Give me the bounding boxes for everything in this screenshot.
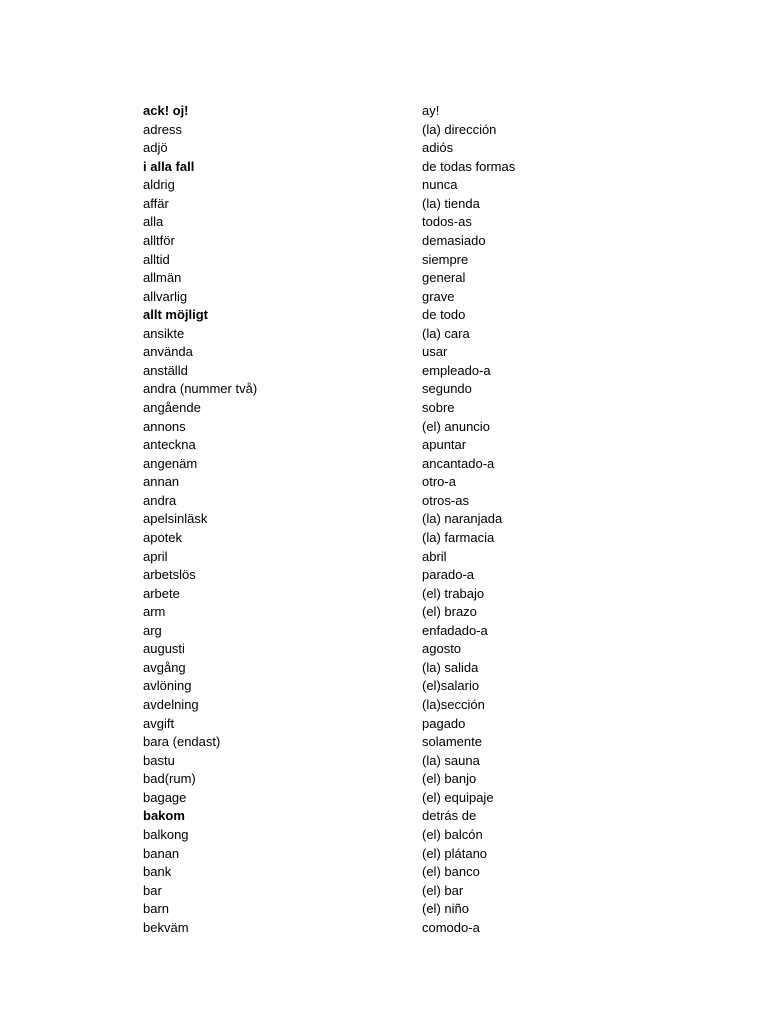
- spanish-translation: de todo: [422, 307, 466, 323]
- vocab-entry-row: [143, 473, 643, 492]
- swedish-term: bar: [143, 882, 162, 898]
- vocab-entry-row: [143, 455, 643, 474]
- spanish-translation: apuntar: [422, 437, 467, 453]
- spanish-translation: de todas formas: [422, 158, 516, 174]
- spanish-translation: ay!: [422, 103, 440, 118]
- swedish-term: anteckna: [143, 437, 196, 453]
- vocab-entry-row: [143, 380, 643, 399]
- spanish-translation: (el) equipaje: [422, 789, 494, 805]
- swedish-term: i alla fall: [143, 158, 195, 174]
- swedish-term: ansikte: [143, 325, 185, 341]
- swedish-term: arbetslös: [143, 567, 196, 583]
- swedish-term: alltför: [143, 232, 175, 248]
- vocab-entry-row: [143, 232, 643, 251]
- vocab-entry-row: [143, 510, 643, 529]
- vocab-entry-row: [143, 269, 643, 288]
- swedish-term: bakom: [143, 808, 185, 824]
- spanish-translation: (el) bar: [422, 882, 464, 898]
- vocab-entry-row: [143, 548, 643, 567]
- spanish-translation: nunca: [422, 177, 458, 193]
- vocab-entry-row: [143, 659, 643, 678]
- vocab-entry-row: [143, 529, 643, 548]
- spanish-translation: (la)sección: [422, 697, 485, 712]
- swedish-term: allt möjligt: [143, 307, 208, 323]
- swedish-term: barn: [143, 901, 170, 917]
- spanish-translation: demasiado: [422, 232, 486, 248]
- swedish-term: angenäm: [143, 455, 198, 471]
- spanish-translation: enfadado-a: [422, 622, 488, 638]
- swedish-term: bekväm: [143, 919, 189, 935]
- vocab-entry-row: [143, 733, 643, 752]
- spanish-translation: otros-as: [422, 492, 469, 508]
- spanish-translation: solamente: [422, 734, 482, 750]
- vocab-entry-row: [143, 195, 643, 214]
- spanish-translation: (el) brazo: [422, 604, 477, 620]
- swedish-term: avdelning: [143, 697, 199, 712]
- vocab-entry-row: [143, 213, 643, 232]
- swedish-term: bara (endast): [143, 734, 221, 750]
- spanish-translation: todos-as: [422, 214, 472, 230]
- spanish-translation: (el)salario: [422, 678, 480, 694]
- spanish-translation: comodo-a: [422, 919, 480, 935]
- vocabulary-list: [143, 102, 643, 937]
- spanish-translation: (la) dirección: [422, 121, 497, 137]
- vocab-entry-row: [143, 770, 643, 789]
- vocab-entry-row: [143, 715, 643, 734]
- spanish-translation: (la) naranjada: [422, 511, 503, 527]
- swedish-term: avlöning: [143, 678, 192, 694]
- swedish-term: apotek: [143, 529, 183, 545]
- vocab-entry-row: [143, 789, 643, 808]
- spanish-translation: abril: [422, 548, 447, 564]
- spanish-translation: (la) farmacia: [422, 529, 495, 545]
- swedish-term: ack! oj!: [143, 103, 189, 118]
- swedish-term: bagage: [143, 789, 187, 805]
- swedish-term: allmän: [143, 270, 182, 286]
- vocab-entry-row: [143, 325, 643, 344]
- vocab-entry-row: [143, 919, 643, 938]
- swedish-term: arg: [143, 622, 162, 638]
- spanish-translation: pagado: [422, 715, 466, 731]
- vocab-entry-row: [143, 176, 643, 195]
- swedish-term: aldrig: [143, 177, 175, 193]
- spanish-translation: (el) trabajo: [422, 585, 485, 601]
- vocab-entry-row: [143, 306, 643, 325]
- vocab-entry-row: [143, 288, 643, 307]
- swedish-term: angående: [143, 400, 201, 415]
- vocab-entry-row: [143, 139, 643, 158]
- vocab-entry-row: [143, 826, 643, 845]
- swedish-term: bad(rum): [143, 771, 196, 787]
- spanish-translation: (el) balcón: [422, 826, 483, 842]
- vocab-entry-row: [143, 566, 643, 585]
- spanish-translation: (la) tienda: [422, 195, 480, 211]
- swedish-term: andra (nummer två): [143, 381, 258, 397]
- vocab-entry-row: [143, 622, 643, 641]
- swedish-term: arm: [143, 604, 166, 620]
- vocab-entry-row: [143, 677, 643, 696]
- swedish-term: bank: [143, 864, 172, 880]
- spanish-translation: ancantado-a: [422, 455, 495, 471]
- spanish-translation: otro-a: [422, 474, 456, 490]
- swedish-term: arbete: [143, 585, 180, 601]
- swedish-term: allvarlig: [143, 288, 188, 304]
- spanish-translation: sobre: [422, 400, 455, 415]
- spanish-translation: (el) plátano: [422, 845, 488, 861]
- swedish-term: augusti: [143, 641, 185, 657]
- swedish-term: apelsinläsk: [143, 511, 208, 527]
- vocab-entry-row: [143, 158, 643, 177]
- swedish-term: avgång: [143, 659, 186, 675]
- vocab-entry-row: [143, 436, 643, 455]
- spanish-translation: (el) niño: [422, 901, 469, 917]
- swedish-term: affär: [143, 195, 169, 211]
- swedish-term: april: [143, 548, 168, 564]
- spanish-translation: adiós: [422, 140, 454, 156]
- spanish-translation: (la) sauna: [422, 752, 480, 768]
- vocab-entry-row: [143, 418, 643, 437]
- vocab-entry-row: [143, 640, 643, 659]
- spanish-translation: (la) cara: [422, 325, 470, 341]
- spanish-translation: (el) banjo: [422, 771, 477, 787]
- vocab-entry-row: [143, 362, 643, 381]
- spanish-translation: segundo: [422, 381, 472, 397]
- vocab-entry-row: [143, 603, 643, 622]
- vocab-entry-row: [143, 696, 643, 715]
- swedish-term: andra: [143, 492, 177, 508]
- spanish-translation: usar: [422, 344, 448, 360]
- spanish-translation: siempre: [422, 251, 469, 267]
- swedish-term: banan: [143, 845, 180, 861]
- vocab-entry-row: [143, 845, 643, 864]
- vocab-entry-row: [143, 585, 643, 604]
- spanish-translation: detrás de: [422, 808, 477, 824]
- spanish-translation: parado-a: [422, 567, 475, 583]
- swedish-term: använda: [143, 344, 193, 360]
- vocab-entry-row: [143, 492, 643, 511]
- vocab-entry-row: [143, 251, 643, 270]
- swedish-term: bastu: [143, 752, 175, 768]
- vocab-entry-row: [143, 121, 643, 140]
- swedish-term: alltid: [143, 251, 170, 267]
- swedish-term: adjö: [143, 140, 168, 156]
- spanish-translation: grave: [422, 288, 455, 304]
- vocab-entry-row: [143, 882, 643, 901]
- vocab-entry-row: [143, 900, 643, 919]
- vocab-entry-row: [143, 102, 643, 121]
- vocab-entry-row: [143, 399, 643, 418]
- vocab-entry-row: [143, 863, 643, 882]
- spanish-translation: agosto: [422, 641, 462, 657]
- swedish-term: annons: [143, 418, 186, 434]
- swedish-term: alla: [143, 214, 164, 230]
- swedish-term: anställd: [143, 362, 188, 378]
- spanish-translation: general: [422, 270, 466, 286]
- vocab-entry-row: [143, 807, 643, 826]
- swedish-term: adress: [143, 121, 183, 137]
- swedish-term: annan: [143, 474, 180, 490]
- spanish-translation: (la) salida: [422, 659, 479, 675]
- spanish-translation: (el) banco: [422, 864, 480, 880]
- vocab-entry-row: [143, 343, 643, 362]
- vocab-entry-row: [143, 752, 643, 771]
- spanish-translation: (el) anuncio: [422, 418, 490, 434]
- swedish-term: avgift: [143, 715, 175, 731]
- spanish-translation: empleado-a: [422, 362, 491, 378]
- swedish-term: balkong: [143, 826, 189, 842]
